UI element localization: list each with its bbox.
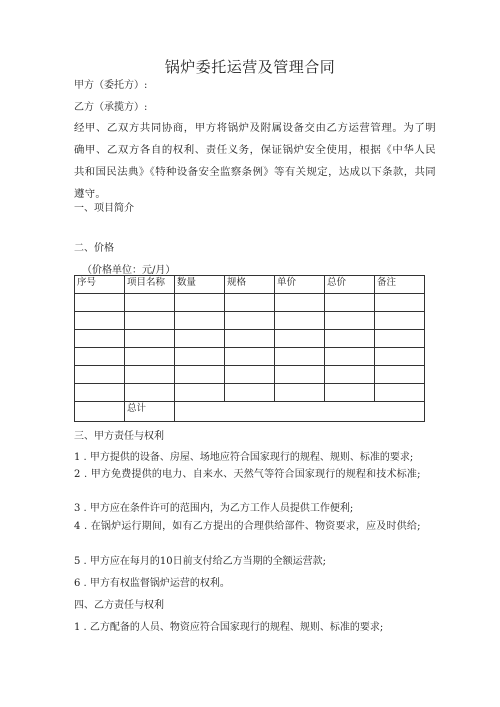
total-label: 总计	[125, 402, 175, 422]
list-item: 1 . 乙方配备的人员、物资应符合国家现行的规程、规则、标准的要求;	[74, 622, 384, 633]
list-item: 3 . 甲方应在条件许可的范围内，为乙方工作人员提供工作便利;	[74, 503, 354, 514]
document-title: 锅炉委托运营及管理合同	[164, 58, 336, 76]
section-heading-party-b-duties: 四、乙方责任与权利	[74, 600, 164, 611]
table-header-cell: 单价	[275, 276, 325, 294]
party-a-label: 甲方（委托方）:	[74, 80, 148, 91]
table-header-cell: 备注	[375, 276, 425, 294]
section-heading-party-a-duties: 三、甲方责任与权利	[74, 431, 164, 442]
table-row	[75, 384, 425, 402]
list-item: 6 . 甲方有权监督锅炉运营的权利。	[74, 578, 230, 589]
table-header-cell: 总价	[325, 276, 375, 294]
table-header-row	[75, 276, 425, 294]
table-row	[75, 294, 425, 312]
price-table	[74, 275, 425, 422]
table-row	[75, 330, 425, 348]
section-heading-price: 二、价格	[74, 243, 114, 254]
table-total-row	[75, 402, 425, 422]
price-unit-note: （价格单位：元/月）	[82, 265, 176, 276]
table-row	[75, 312, 425, 330]
list-item: 1 . 甲方提供的设备、房屋、场地应符合国家现行的规程、规则、标准的要求;	[74, 452, 414, 463]
table-header-cell: 数量	[175, 276, 225, 294]
intro-paragraph: 经甲、乙双方共同协商，甲方将锅炉及附属设备交由乙方运营管理。为了明确甲、乙双方各自的权利、责任义务，保证锅炉安全使用，根据《中华人民共和国民法典》《特种设备安全监察条例》等有关规定，达成以下条款，共同遵守。	[74, 122, 436, 200]
list-item: 2 . 甲方免费提供的电力、自来水、天然气等符合国家现行的规程和技术标准;	[74, 469, 421, 480]
list-item: 5 . 甲方应在每月的10日前支付给乙方当期的全额运营款;	[74, 556, 326, 567]
table-row	[75, 348, 425, 366]
table-header-cell: 项目名称	[125, 276, 175, 294]
table-row	[75, 366, 425, 384]
list-item: 4 . 在锅炉运行期间，如有乙方提出的合理供给部件、物资要求，应及时供给;	[74, 521, 421, 532]
party-b-label: 乙方（承揽方）:	[74, 102, 148, 113]
table-header-cell: 序号	[75, 276, 125, 294]
table-header-cell: 规格	[225, 276, 275, 294]
section-heading-project-intro: 一、项目简介	[74, 203, 134, 214]
